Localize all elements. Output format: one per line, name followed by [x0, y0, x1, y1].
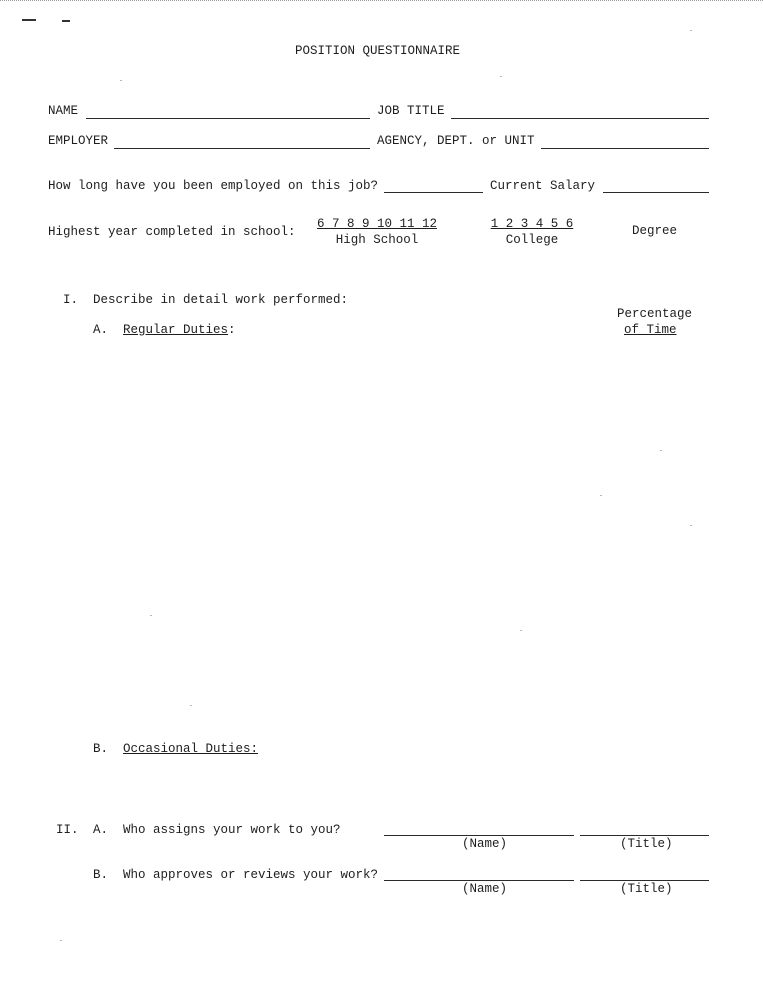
regular-duties-colon: : [228, 323, 236, 337]
agency-field[interactable] [541, 148, 709, 149]
degree-label: Degree [632, 224, 678, 238]
agency-label: AGENCY, DEPT. or UNIT [377, 134, 535, 148]
section-2b-letter: B. [93, 868, 109, 882]
name-field[interactable] [86, 118, 370, 119]
section-2-numeral: II. [56, 823, 79, 837]
reviewer-name-caption: (Name) [462, 882, 508, 896]
occasional-duties-area[interactable] [93, 762, 708, 810]
form-title: POSITION QUESTIONNAIRE [295, 44, 461, 58]
scan-speck [190, 705, 192, 706]
regular-duties-heading [123, 323, 236, 337]
section-1-heading: Describe in detail work performed: [93, 293, 349, 307]
reviewer-name-field[interactable] [384, 880, 574, 881]
regular-duties-label: Regular Duties [123, 323, 229, 337]
scan-speck [690, 30, 692, 31]
occasional-duties-label: Occasional Duties: [123, 742, 259, 756]
scan-speck [60, 940, 62, 941]
section-2a-letter: A. [93, 823, 109, 837]
assigner-name-field[interactable] [384, 835, 574, 836]
name-label: NAME [48, 104, 79, 118]
job-title-field[interactable] [451, 118, 709, 119]
college-years[interactable]: 1 2 3 4 5 6 [490, 217, 574, 231]
scan-speck [690, 525, 692, 526]
assigner-title-field[interactable] [580, 835, 709, 836]
occasional-duties-letter: B. [93, 742, 109, 756]
section-1-numeral: I. [63, 293, 79, 307]
reviewer-title-field[interactable] [580, 880, 709, 881]
corner-mark-2 [62, 20, 70, 22]
college-caption: College [505, 233, 559, 247]
scan-speck [660, 450, 662, 451]
of-time-label: of Time [624, 323, 677, 337]
scan-speck [520, 630, 522, 631]
percentage-label: Percentage [617, 307, 693, 321]
regular-duties-area[interactable] [93, 345, 708, 730]
salary-label: Current Salary [490, 179, 596, 193]
salary-field[interactable] [603, 192, 709, 193]
employer-label: EMPLOYER [48, 134, 109, 148]
high-school-caption: High School [335, 233, 419, 247]
scan-speck [500, 76, 502, 77]
scan-speck [600, 495, 602, 496]
assigns-work-question: Who assigns your work to you? [123, 823, 341, 837]
school-label: Highest year completed in school: [48, 225, 296, 239]
scan-speck [120, 80, 122, 81]
corner-mark-1 [22, 19, 36, 21]
tenure-field[interactable] [384, 192, 483, 193]
job-title-label: JOB TITLE [377, 104, 445, 118]
regular-duties-letter: A. [93, 323, 109, 337]
tenure-question: How long have you been employed on this job? [48, 179, 379, 193]
reviewer-title-caption: (Title) [620, 882, 673, 896]
assigner-title-caption: (Title) [620, 837, 673, 851]
scan-speck [150, 615, 152, 616]
reviews-work-question: Who approves or reviews your work? [123, 868, 379, 882]
assigner-name-caption: (Name) [462, 837, 508, 851]
employer-field[interactable] [114, 148, 370, 149]
page-top-edge [0, 0, 763, 1]
high-school-years[interactable]: 6 7 8 9 10 11 12 [316, 217, 438, 231]
